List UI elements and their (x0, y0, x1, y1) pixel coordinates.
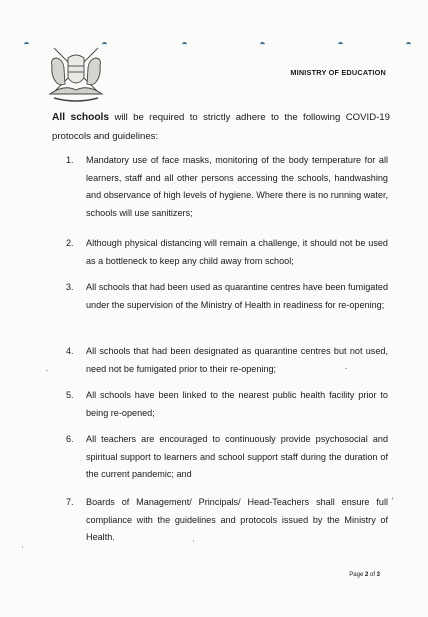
decorative-mark (338, 42, 343, 47)
scan-speck (392, 497, 393, 500)
decorative-mark (182, 42, 187, 47)
list-item-text: Mandatory use of face masks, monitoring of the body temperature for all learners, staff and all other persons accessing the schools, handwashing and observance of high levels of hygiene. Where there is no running water, schools will use sanitizers; (86, 155, 388, 218)
coat-of-arms-icon (44, 44, 108, 106)
decorative-mark (406, 42, 411, 47)
list-item-number: 2. (66, 238, 74, 248)
list-item-text: All teachers are encouraged to continuously provide psychosocial and spiritual support to learners and school support staff during the duration of the current pandemic; and (86, 434, 388, 479)
list-item-number: 3. (66, 282, 74, 292)
decorative-mark (260, 42, 265, 47)
intro-text: will be required to strictly adhere to the following COVID-19 protocols and guidelines: (52, 112, 390, 142)
list-item-number: 7. (66, 497, 74, 507)
page-number (349, 572, 380, 578)
list-item-number: 1. (66, 155, 74, 165)
list-item-text: All schools that had been used as quarantine centres have been fumigated under the supervision of the Ministry of Health in readiness for re-opening; (86, 282, 388, 310)
scan-speck (46, 370, 48, 371)
list-item-number: 4. (66, 346, 74, 356)
page-number-middle: of (368, 572, 377, 578)
decorative-mark (24, 42, 29, 47)
ministry-heading: MINISTRY OF EDUCATION (290, 68, 386, 77)
scan-speck (345, 368, 347, 369)
list-item-text: Although physical distancing will remain a challenge, it should not be used as a bottleneck to keep any child away from school; (86, 238, 388, 266)
intro-bold-lead: All schools (52, 112, 110, 123)
list-item-text: All schools that had been designated as quarantine centres but not used, need not be fumigated prior to their re-opening; (86, 346, 388, 374)
intro-paragraph (52, 108, 390, 146)
list-item-number: 5. (66, 390, 74, 400)
list-item-number: 6. (66, 434, 74, 444)
scan-speck (22, 546, 23, 548)
page-number-total: 3 (376, 572, 380, 578)
page-number-prefix: Page (349, 572, 365, 578)
list-item-text: All schools have been linked to the nearest public health facility prior to being re-opened; (86, 390, 388, 418)
scan-speck (193, 540, 194, 542)
list-item-text: Boards of Management/ Principals/ Head-Teachers shall ensure full compliance with the guidelines and protocols issued by the Ministry of Health. (86, 497, 388, 542)
page-number-current: 2 (364, 572, 369, 578)
